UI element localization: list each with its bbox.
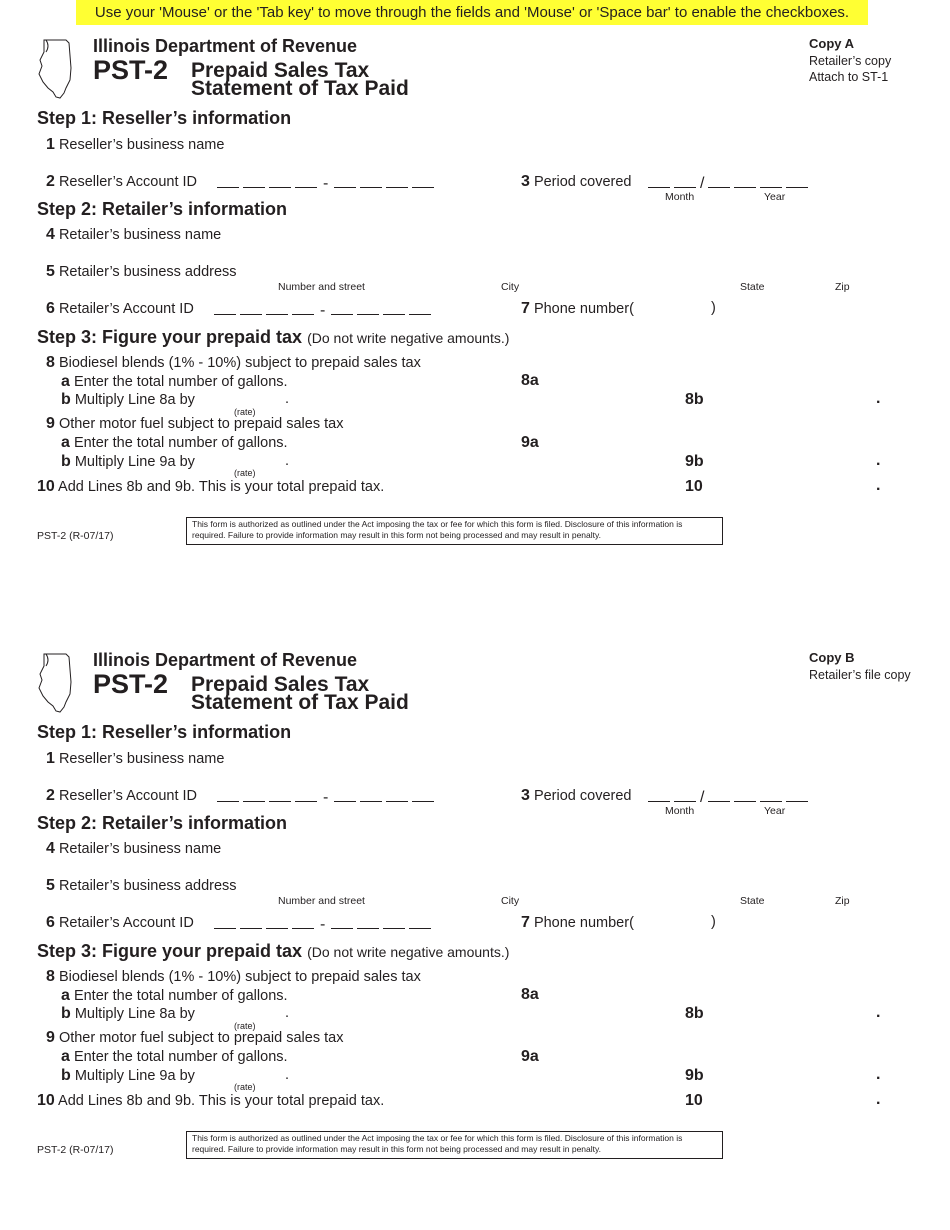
step3-note: (Do not write negative amounts.) (307, 944, 510, 960)
line10-label (37, 478, 384, 496)
line10-label (37, 1092, 384, 1110)
line-text: Period covered (533, 174, 632, 190)
reseller-business-name-input[interactable] (243, 136, 902, 153)
line8b-dollars-input[interactable] (708, 1005, 880, 1023)
rate-caption: (rate) (234, 468, 256, 478)
line-letter: b (61, 1067, 71, 1084)
line-number: 10 (37, 1092, 55, 1109)
line8a-label (61, 373, 288, 391)
line9b-label (61, 453, 195, 471)
line9a-gallons-input[interactable] (541, 434, 686, 452)
form-number: PST-2 (93, 669, 169, 699)
line8a-box-label: 8a (521, 372, 539, 389)
line8a-box-label: 8a (521, 986, 539, 1003)
line-letter: a (61, 1048, 70, 1065)
instruction-banner: Use your 'Mouse' or the 'Tab key' to move through the fields and 'Mouse' or 'Space bar' to enable the checkboxes. (76, 0, 868, 25)
line-text: Retailer’s business name (58, 227, 222, 243)
step2-heading: Step 2: Retailer’s information (37, 199, 288, 219)
line-number: 3 (521, 173, 530, 190)
decimal-point: . (876, 477, 881, 494)
form-title-line2: Statement of Tax Paid (191, 77, 409, 100)
line8a-label (61, 987, 288, 1005)
step3-title: Step 3: Figure your prepaid tax (37, 941, 303, 961)
line4-label (46, 840, 221, 858)
line-text: Phone number (533, 915, 630, 931)
line8-label (46, 354, 421, 372)
form-revision: PST-2 (R-07/17) (37, 530, 114, 542)
phone-close-paren: ) (711, 914, 716, 930)
line9a-gallons-input[interactable] (541, 1048, 686, 1066)
line10-dollars-input[interactable] (708, 478, 880, 496)
retailer-address-input[interactable] (256, 263, 906, 280)
disclosure-notice: This form is authorized as outlined under the Act imposing the tax or fee for which this form is filed. Disclosure of this information is required. Failure to provide information may result in this form not being processed and may result in penalty. (186, 517, 723, 545)
line-text: Multiply Line 8a by (74, 392, 195, 408)
phone-number-input[interactable] (718, 914, 905, 931)
line8a-gallons-input[interactable] (541, 372, 686, 390)
line-text: Add Lines 8b and 9b. This is your total prepaid tax. (58, 479, 385, 495)
line9a-box-label: 9a (521, 1048, 539, 1065)
form-title-line1: Prepaid Sales Tax (191, 59, 370, 82)
step3-title: Step 3: Figure your prepaid tax (37, 327, 303, 347)
reseller-business-name-input[interactable] (243, 750, 902, 767)
line3-label (521, 173, 631, 191)
line8b-rate-input[interactable] (210, 391, 288, 408)
year-caption: Year (764, 191, 786, 203)
copy-desc-line1: Retailer’s copy (809, 54, 892, 68)
line5-label (46, 877, 237, 895)
line9b-dollars-input[interactable] (708, 1067, 880, 1085)
line9b-cents-input[interactable] (886, 1067, 916, 1085)
rate-caption: (rate) (234, 1082, 256, 1092)
form-revision: PST-2 (R-07/17) (37, 1144, 114, 1156)
line8b-box-label: 8b (685, 1005, 704, 1022)
city-caption: City (501, 281, 520, 293)
period: . (285, 453, 290, 469)
line-number: 3 (521, 787, 530, 804)
step3-heading (37, 941, 509, 962)
line-text: Biodiesel blends (1% - 10%) subject to prepaid sales tax (58, 969, 421, 985)
period: . (285, 391, 290, 407)
decimal-point: . (876, 1066, 881, 1083)
disclosure-notice: This form is authorized as outlined under the Act imposing the tax or fee for which this form is filed. Disclosure of this information is required. Failure to provide information may result in this form not being processed and may result in penalty. (186, 1131, 723, 1159)
city-caption: City (501, 895, 520, 907)
form-title-line2: Statement of Tax Paid (191, 691, 409, 714)
form-copy (0, 614, 950, 1229)
line-text: Reseller’s business name (58, 137, 225, 153)
line8b-rate-input[interactable] (210, 1005, 288, 1022)
line9-label (46, 1029, 343, 1047)
line-text: Multiply Line 8a by (74, 1006, 195, 1022)
phone-close-paren: ) (711, 300, 716, 316)
line9a-box-label: 9a (521, 434, 539, 451)
line-text: Add Lines 8b and 9b. This is your total prepaid tax. (58, 1093, 385, 1109)
zip-caption: Zip (835, 895, 850, 907)
phone-number-input[interactable] (718, 300, 905, 317)
copy-desc-line2: Attach to ST-1 (809, 70, 889, 84)
line-text: Biodiesel blends (1% - 10%) subject to prepaid sales tax (58, 355, 421, 371)
line-letter: b (61, 453, 71, 470)
line-text: Reseller’s Account ID (58, 174, 198, 190)
line-text: Other motor fuel subject to prepaid sales tax (58, 1030, 344, 1046)
year-caption: Year (764, 805, 786, 817)
line-number: 6 (46, 914, 55, 931)
line10-dollars-input[interactable] (708, 1092, 880, 1110)
line8b-label (61, 1005, 195, 1023)
form-number: PST-2 (93, 55, 169, 85)
retailer-business-name-input[interactable] (243, 226, 902, 243)
line6-label (46, 914, 194, 932)
line5-label (46, 263, 237, 281)
line9-label (46, 415, 343, 433)
form-title-line1: Prepaid Sales Tax (191, 673, 370, 696)
line10-box-label: 10 (685, 478, 703, 495)
phone-area-code-input[interactable] (643, 300, 714, 317)
illinois-state-icon (36, 652, 76, 714)
month-caption: Month (665, 191, 695, 203)
line-text: Retailer’s business name (58, 841, 222, 857)
copy-label: Copy B (809, 650, 855, 665)
retailer-account-id-input[interactable]: - (214, 916, 435, 934)
line-text: Phone number (533, 301, 630, 317)
retailer-account-id-input[interactable]: - (214, 302, 435, 320)
illinois-state-icon (36, 38, 76, 100)
line-number: 5 (46, 877, 55, 894)
rate-caption: (rate) (234, 407, 256, 417)
line-number: 4 (46, 226, 55, 243)
period-covered-input[interactable]: / (648, 175, 812, 193)
reseller-account-id-input[interactable]: - (217, 175, 438, 193)
line10-cents-input[interactable] (886, 478, 916, 496)
line9a-label (61, 1048, 288, 1066)
decimal-point: . (876, 1091, 881, 1108)
line-number: 1 (46, 136, 55, 153)
retailer-address-input[interactable] (256, 877, 906, 894)
step1-heading: Step 1: Reseller’s information (37, 722, 292, 742)
line9b-label (61, 1067, 195, 1085)
copy-description (809, 667, 911, 683)
copy-description (809, 53, 891, 85)
line-number: 7 (521, 300, 530, 317)
decimal-point: . (876, 1004, 881, 1021)
line2-label (46, 173, 197, 191)
line9b-box-label: 9b (685, 453, 704, 470)
month-caption: Month (665, 805, 695, 817)
line9b-box-label: 9b (685, 1067, 704, 1084)
line8-label (46, 968, 421, 986)
street-caption: Number and street (278, 281, 365, 293)
form-title (191, 673, 409, 714)
line-text: Enter the total number of gallons. (73, 988, 288, 1004)
period: . (285, 1067, 290, 1083)
line-number: 1 (46, 750, 55, 767)
line3-label (521, 787, 631, 805)
period-covered-input[interactable]: / (648, 789, 812, 807)
agency-name: Illinois Department of Revenue (93, 650, 358, 670)
line-text: Period covered (533, 788, 632, 804)
state-caption: State (740, 281, 765, 293)
line-number: 7 (521, 914, 530, 931)
line-text: Multiply Line 9a by (74, 454, 195, 470)
line-letter: a (61, 373, 70, 390)
line-text: Enter the total number of gallons. (73, 374, 288, 390)
copy-desc-line1: Retailer’s file copy (809, 668, 911, 682)
line-number: 9 (46, 1029, 55, 1046)
line8b-box-label: 8b (685, 391, 704, 408)
line-letter: a (61, 987, 70, 1004)
agency-name: Illinois Department of Revenue (93, 36, 358, 56)
retailer-business-name-input[interactable] (243, 840, 902, 857)
line-number: 8 (46, 968, 55, 985)
step3-note: (Do not write negative amounts.) (307, 330, 510, 346)
line-number: 2 (46, 173, 55, 190)
copy-b-container (0, 614, 950, 1230)
line9b-cents-input[interactable] (886, 453, 916, 471)
line-text: Reseller’s Account ID (58, 788, 198, 804)
line-number: 8 (46, 354, 55, 371)
line-text: Retailer’s business address (58, 878, 237, 894)
line6-label (46, 300, 194, 318)
line1-label (46, 136, 224, 154)
line-text: Reseller’s business name (58, 751, 225, 767)
line-text: Retailer’s business address (58, 264, 237, 280)
line-text: Enter the total number of gallons. (73, 1049, 288, 1065)
state-caption: State (740, 895, 765, 907)
line9b-dollars-input[interactable] (708, 453, 880, 471)
step3-heading (37, 327, 509, 348)
line-number: 10 (37, 478, 55, 495)
line1-label (46, 750, 224, 768)
line-text: Other motor fuel subject to prepaid sales tax (58, 416, 344, 432)
line8b-cents-input[interactable] (886, 1005, 916, 1023)
line-text: Retailer’s Account ID (58, 301, 194, 317)
line10-box-label: 10 (685, 1092, 703, 1109)
line-text: Enter the total number of gallons. (73, 435, 288, 451)
line4-label (46, 226, 221, 244)
line-text: Retailer’s Account ID (58, 915, 194, 931)
line-text: Multiply Line 9a by (74, 1068, 195, 1084)
line9a-label (61, 434, 288, 452)
decimal-point: . (876, 452, 881, 469)
phone-area-code-input[interactable] (643, 914, 714, 931)
line8a-gallons-input[interactable] (541, 986, 686, 1004)
line7-label: 7 Phone number( (521, 914, 634, 931)
line10-cents-input[interactable] (886, 1092, 916, 1110)
step1-heading: Step 1: Reseller’s information (37, 108, 292, 128)
line8b-cents-input[interactable] (886, 391, 916, 409)
reseller-account-id-input[interactable]: - (217, 789, 438, 807)
line-letter: b (61, 1005, 71, 1022)
line-number: 6 (46, 300, 55, 317)
line-number: 4 (46, 840, 55, 857)
copy-label: Copy A (809, 36, 855, 51)
zip-caption: Zip (835, 281, 850, 293)
line-number: 9 (46, 415, 55, 432)
line7-label: 7 Phone number( (521, 300, 634, 317)
form-title (191, 59, 409, 100)
rate-caption: (rate) (234, 1021, 256, 1031)
period: . (285, 1005, 290, 1021)
street-caption: Number and street (278, 895, 365, 907)
line2-label (46, 787, 197, 805)
line-number: 2 (46, 787, 55, 804)
decimal-point: . (876, 390, 881, 407)
line-number: 5 (46, 263, 55, 280)
line8b-dollars-input[interactable] (708, 391, 880, 409)
line8b-label (61, 391, 195, 409)
step2-heading: Step 2: Retailer’s information (37, 813, 288, 833)
line-letter: a (61, 434, 70, 451)
line-letter: b (61, 391, 71, 408)
